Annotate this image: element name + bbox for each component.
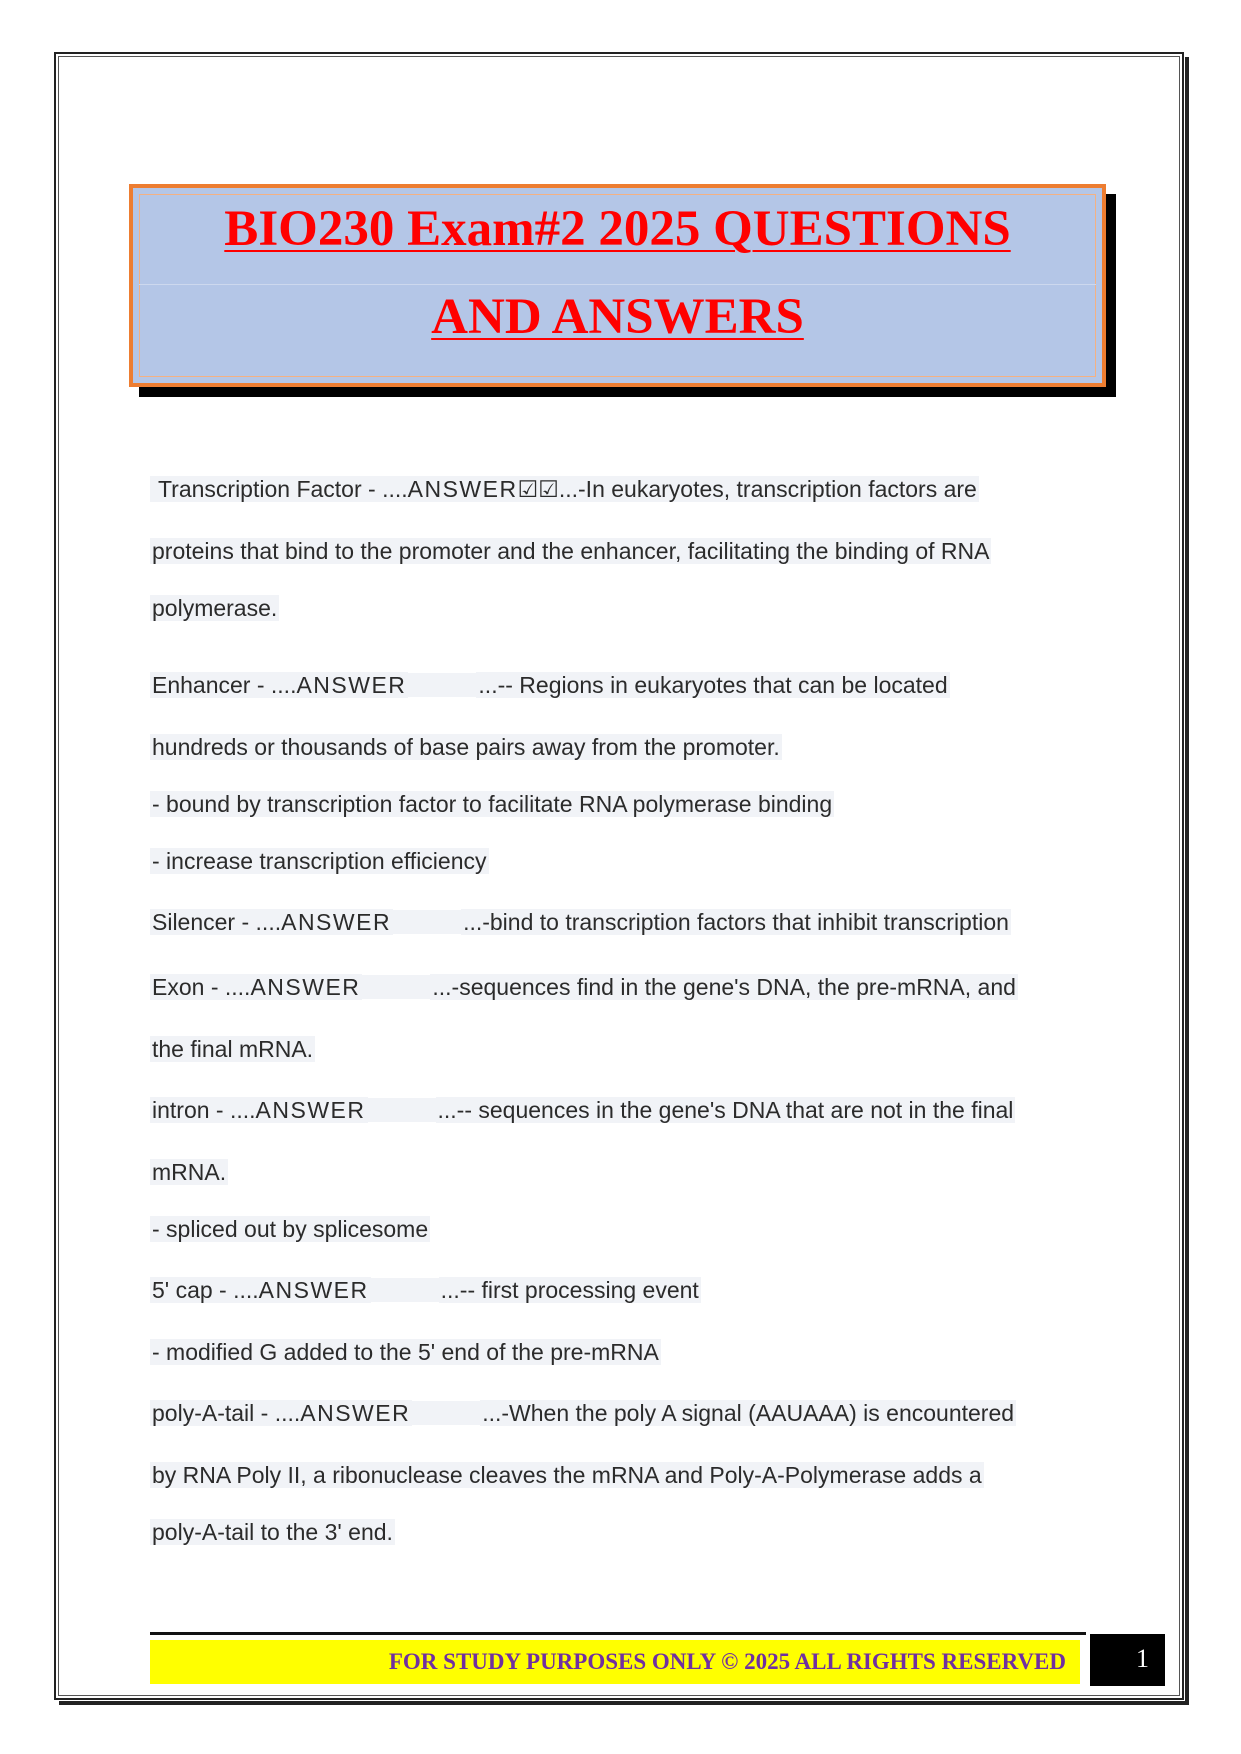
entry-text-line (150, 846, 489, 876)
entry-text-line (150, 593, 279, 623)
entry-term: Silencer - .... (152, 909, 282, 935)
answer-label: ANSWER (255, 1097, 366, 1123)
entry-text: - spliced out by splicesome (152, 1216, 429, 1242)
answer-label: ANSWER (281, 909, 392, 935)
entry-text: - modified G added to the 5' end of the pre-mRNA (152, 1339, 659, 1365)
entry-term: Transcription Factor - .... (152, 476, 408, 502)
entry-term-line (150, 670, 950, 700)
entry-text: - increase transcription efficiency (152, 848, 487, 874)
entry-text: hundreds or thousands of base pairs away from the promoter. (152, 734, 780, 760)
entry-definition: ...-sequences find in the gene's DNA, the pre-mRNA, and (432, 974, 1016, 1000)
entry-term-line (150, 1398, 1016, 1428)
entry-term-line (150, 474, 979, 504)
entry-text-line (150, 1337, 661, 1367)
entry-text: the final mRNA. (152, 1036, 314, 1062)
checkbox-mark-icon: ☑☑ (517, 476, 559, 502)
entry-term: Enhancer - .... (152, 672, 297, 698)
answer-gap (412, 1401, 480, 1425)
entry-term: intron - .... (152, 1097, 256, 1123)
entry-term-line (150, 907, 1011, 937)
entry-term-line (150, 1095, 1015, 1125)
answer-label: ANSWER (300, 1400, 411, 1426)
footer-notice: FOR STUDY PURPOSES ONLY © 2025 ALL RIGHTS RESERVED (388, 1649, 1066, 1674)
footer-rule (150, 1632, 1086, 1635)
entry-definition: ...-- sequences in the gene's DNA that are not in the final (437, 1097, 1014, 1123)
entry-text-line (150, 1460, 984, 1490)
entry-definition: ...-In eukaryotes, transcription factors are (558, 476, 977, 502)
entry-definition: ...-- Regions in eukaryotes that can be located (478, 672, 948, 698)
entry-text-line (150, 1157, 228, 1187)
title-box (129, 184, 1106, 387)
entry-text: proteins that bind to the promoter and the enhancer, facilitating the binding of RNA (152, 538, 990, 564)
answer-gap (362, 975, 430, 999)
entry-term: 5' cap - .... (152, 1277, 259, 1303)
entry-term-line (150, 1275, 701, 1305)
answer-gap (371, 1278, 439, 1302)
entry-text: - bound by transcription factor to facilitate RNA polymerase binding (152, 791, 833, 817)
entry-definition: ...-- first processing event (440, 1277, 699, 1303)
answer-label: ANSWER (296, 672, 407, 698)
entry-text-line (150, 536, 991, 566)
answer-gap (393, 910, 461, 934)
footer-bar (150, 1640, 1080, 1684)
page-title-line-1: BIO230 Exam#2 2025 QUESTIONS (224, 201, 1011, 257)
answer-label: ANSWER (407, 476, 518, 502)
entry-text: poly-A-tail to the 3' end. (152, 1519, 393, 1545)
entry-definition: ...-When the poly A signal (AAUAAA) is encountered (482, 1400, 1015, 1426)
entry-text-line (150, 1214, 430, 1244)
answer-label: ANSWER (250, 974, 361, 1000)
entry-text-line (150, 732, 782, 762)
entry-term-line (150, 972, 1018, 1002)
entry-term: Exon - .... (152, 974, 251, 1000)
entry-text: polymerase. (152, 595, 278, 621)
entry-text-line (150, 1517, 395, 1547)
entry-text: by RNA Poly II, a ribonuclease cleaves the mRNA and Poly-A-Polymerase adds a (152, 1462, 982, 1488)
answer-label: ANSWER (258, 1277, 369, 1303)
entry-text-line (150, 1034, 315, 1064)
answer-gap (368, 1098, 436, 1122)
answer-gap (408, 673, 476, 697)
page-number: 1 (1090, 1634, 1165, 1686)
entry-term: poly-A-tail - .... (152, 1400, 301, 1426)
title-divider (139, 284, 1096, 285)
entry-text: mRNA. (152, 1159, 227, 1185)
page-title-line-2: AND ANSWERS (431, 289, 804, 345)
entry-text-line (150, 789, 834, 819)
entry-definition: ...-bind to transcription factors that inhibit transcription (463, 909, 1009, 935)
